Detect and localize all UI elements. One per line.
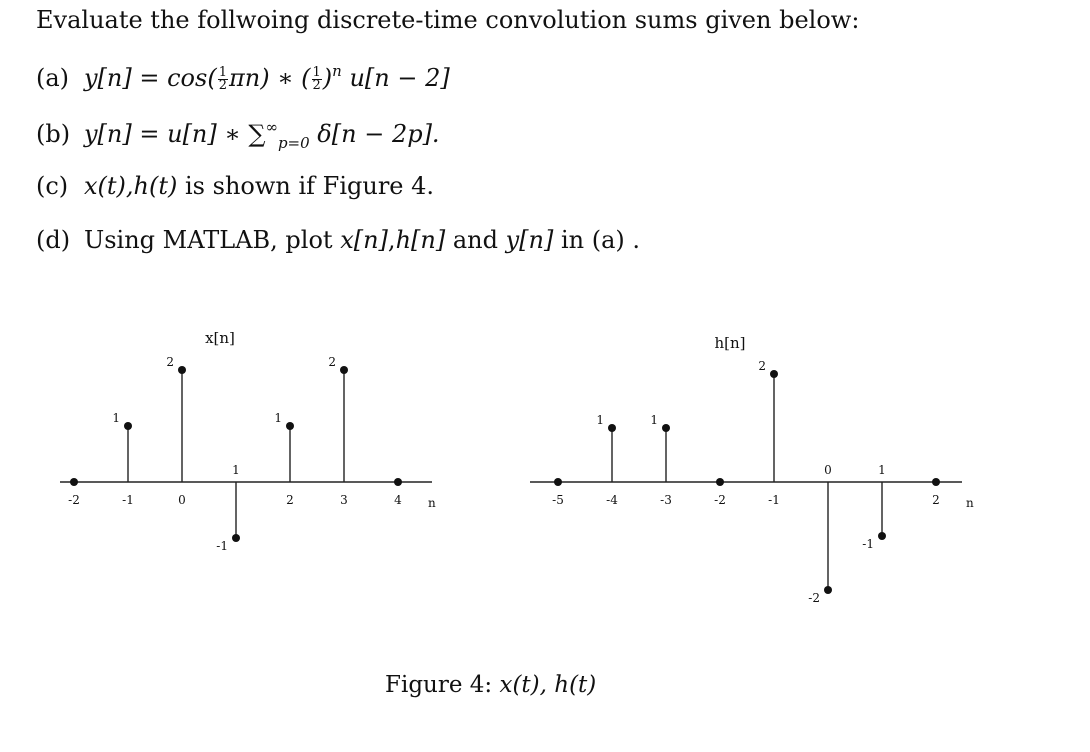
item-d-comma: ,	[387, 226, 396, 254]
n-axis-label: n	[428, 496, 436, 510]
sample-value-label: 1	[112, 411, 120, 425]
n-tick-label: -2	[68, 493, 80, 507]
n-tick-label: 3	[340, 493, 348, 507]
stem-point	[554, 478, 562, 486]
item-label: (d)	[36, 226, 71, 254]
item-a-lhs: y[n] =	[84, 64, 168, 92]
stem-plot-x	[60, 366, 432, 542]
n-tick-label: -1	[122, 493, 134, 507]
item-c-text: is shown if Figure 4.	[177, 172, 435, 200]
stem-plot-h	[530, 370, 962, 594]
problem-intro: Evaluate the follwoing discrete-time convolution sums given below:	[36, 6, 860, 34]
stem-point	[124, 422, 132, 430]
sample-value-label: 2	[328, 355, 336, 369]
n-tick-label: -2	[714, 493, 726, 507]
fraction-numerator: 1	[218, 65, 227, 80]
item-d-post: in (a) .	[553, 226, 641, 254]
item-d-x: x[n]	[340, 226, 388, 254]
sample-value-label: -1	[216, 539, 228, 553]
caption-math: x(t), h(t)	[499, 672, 597, 698]
fraction-denominator: 2	[218, 78, 227, 93]
item-d-y: y[n]	[505, 226, 554, 254]
item-d-h: h[n]	[395, 226, 446, 254]
sum-upper-limit: ∞	[265, 118, 278, 136]
plot-title: h[n]	[714, 334, 746, 352]
stem-point	[340, 366, 348, 374]
stem-point	[716, 478, 724, 486]
n-axis-label: n	[966, 496, 974, 510]
stem-point	[662, 424, 670, 432]
stem-point	[394, 478, 402, 486]
item-d-and: and	[445, 226, 506, 254]
sum-lower-limit: p=0	[277, 134, 310, 152]
n-tick-label: 1	[232, 463, 240, 477]
sample-value-label: 2	[758, 359, 766, 373]
stem-point	[70, 478, 78, 486]
stem-point	[770, 370, 778, 378]
n-tick-label: 1	[878, 463, 886, 477]
n-tick-label: 2	[286, 493, 294, 507]
item-a-part3: )	[322, 64, 333, 92]
caption-prefix: Figure 4:	[385, 672, 500, 698]
item-label: (c)	[36, 172, 69, 200]
n-tick-label: -5	[552, 493, 564, 507]
fraction-numerator: 1	[312, 65, 321, 80]
n-tick-label: -1	[768, 493, 780, 507]
stem-point	[824, 586, 832, 594]
sample-value-label: -2	[808, 591, 820, 605]
stem-point	[608, 424, 616, 432]
n-tick-label: 4	[394, 493, 402, 507]
stem-point	[286, 422, 294, 430]
n-tick-label: -3	[660, 493, 672, 507]
n-tick-label: 0	[178, 493, 186, 507]
n-tick-label: 0	[824, 463, 832, 477]
item-a-part1: cos(	[167, 64, 217, 92]
figure-caption	[385, 672, 596, 698]
item-b-text: y[n] = u[n] ∗ ∑	[84, 120, 266, 148]
item-a-part2: πn) ∗ (	[228, 64, 311, 92]
sample-value-label: -1	[862, 537, 874, 551]
sample-value-label: 1	[650, 413, 658, 427]
item-label: (a)	[36, 64, 70, 92]
stem-point	[232, 534, 240, 542]
n-tick-label: 2	[932, 493, 940, 507]
item-c-math: x(t),h(t)	[84, 172, 178, 200]
item-b-tail: δ[n − 2p].	[309, 120, 440, 148]
stem-point	[878, 532, 886, 540]
item-d-pre: Using MATLAB, plot	[84, 226, 341, 254]
stem-point	[932, 478, 940, 486]
item-a-exponent: n	[332, 62, 342, 80]
sample-value-label: 1	[274, 411, 282, 425]
stem-point	[178, 366, 186, 374]
sample-value-label: 2	[166, 355, 174, 369]
item-label: (b)	[36, 120, 71, 148]
item-a-part4: u[n − 2]	[341, 64, 450, 92]
plot-title: x[n]	[205, 329, 235, 347]
fraction-denominator: 2	[312, 78, 321, 93]
n-tick-label: -4	[606, 493, 618, 507]
sample-value-label: 1	[596, 413, 604, 427]
